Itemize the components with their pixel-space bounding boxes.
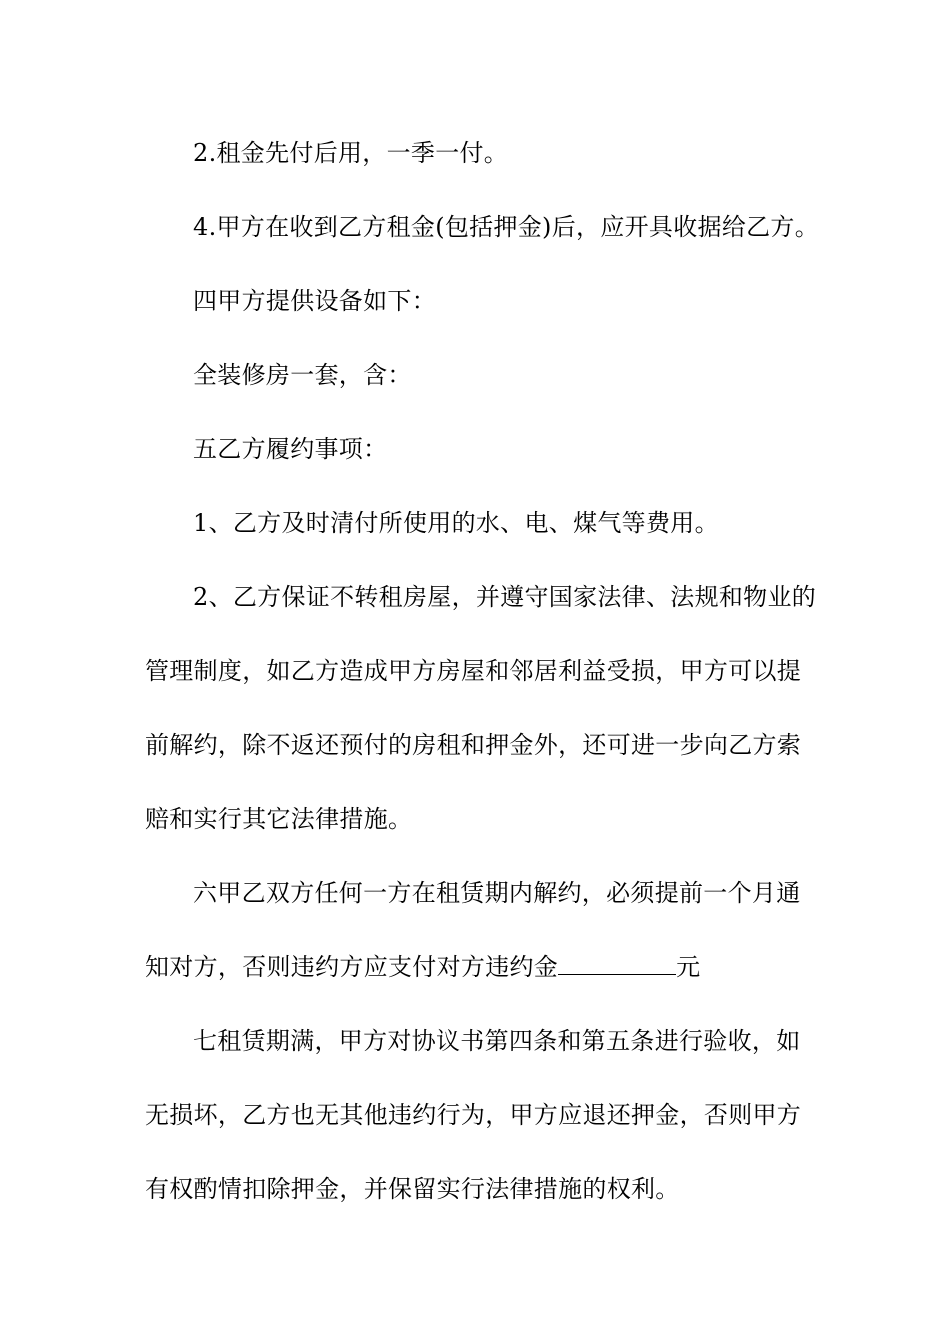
- section-heading: 六甲乙双方任何一方在租赁期内解约，必须提前一个月通: [193, 879, 801, 907]
- paragraph-line: 2、乙方保证不转租房屋，并遵守国家法律、法规和物业的: [193, 583, 817, 611]
- section-heading: 七租赁期满，甲方对协议书第四条和第五条进行验收，如: [193, 1027, 801, 1055]
- paragraph-line: 前解约，除不返还预付的房租和押金外，还可进一步向乙方索: [145, 731, 802, 759]
- paragraph-line: 有权酌情扣除押金，并保留实行法律措施的权利。: [145, 1175, 680, 1203]
- currency-unit: 元: [676, 953, 701, 981]
- section-heading: 五乙方履约事项：: [193, 435, 388, 463]
- paragraph-line: 赔和实行其它法律措施。: [145, 805, 413, 833]
- paragraph-line: 管理制度，如乙方造成甲方房屋和邻居利益受损，甲方可以提: [145, 657, 802, 685]
- paragraph-line: 1、乙方及时清付所使用的水、电、煤气等费用。: [193, 509, 719, 537]
- paragraph-line: 2.租金先付后用，一季一付。: [193, 139, 509, 167]
- paragraph-line: 无损坏，乙方也无其他违约行为，甲方应退还押金，否则甲方: [145, 1101, 802, 1129]
- fill-in-blank: [558, 954, 676, 975]
- paragraph-line: [145, 950, 825, 984]
- section-heading: 四甲方提供设备如下：: [193, 287, 436, 315]
- paragraph-line: 4.甲方在收到乙方租金(包括押金)后，应开具收据给乙方。: [193, 213, 820, 241]
- line-text: 知对方，否则违约方应支付对方违约金: [145, 953, 559, 981]
- paragraph-line: 全装修房一套，含：: [193, 361, 412, 389]
